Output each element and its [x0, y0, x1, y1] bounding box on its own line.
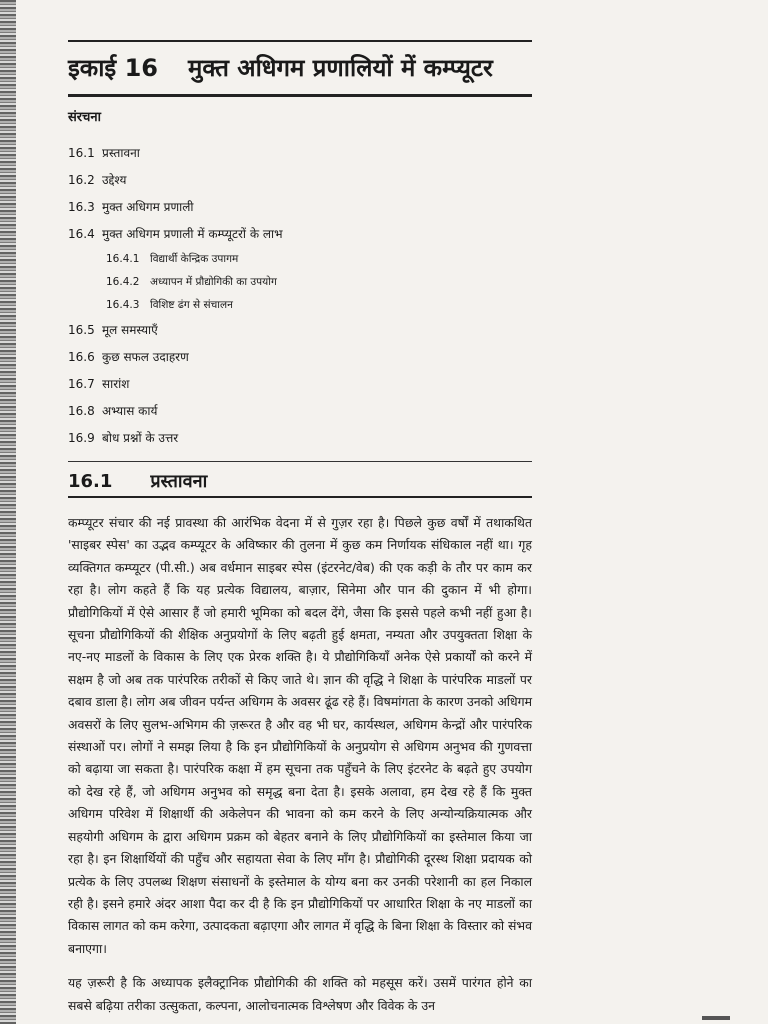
- toc-title: प्रस्तावना: [102, 146, 140, 160]
- toc-number: 16.3: [68, 199, 95, 214]
- toc-title: उद्देश्य: [102, 173, 127, 187]
- toc-item: [68, 424, 532, 451]
- toc-number: 16.7: [68, 376, 95, 391]
- toc-title: विशिष्ट ढंग से संचालन: [150, 298, 233, 311]
- toc-number: 16.4.2: [106, 275, 140, 288]
- unit-header: [68, 42, 532, 97]
- toc-number: 16.9: [68, 430, 95, 445]
- toc-title: विद्यार्थी केन्द्रिक उपागम: [150, 252, 239, 265]
- body-paragraph-1: कम्प्यूटर संचार की नई प्रावस्था की आरंभिक वेदना में से गुज़र रहा है। पिछले कुछ वर्षों में तथाकथित 'साइबर स्पेस' का उद्भव कम्प्यूटर के अविष्कार की तुलना में कुछ कम निर्णायक संधिकाल नहीं था। गृह व्यक्तिगत कम्प्यूटर (पी.सी.) अब वर्धमान साइबर स्पेस (इंटरनेट/वेब) की एक कड़ी के तौर पर काम कर रहा है। लोग कहते हैं कि यह प्रत्येक विद्यालय, बाज़ार, सिनेमा और पान की दुकान में भी होगा। प्रौद्योगिकियों में ऐसे आसार हैं जो हमारी भूमिका को बदल देंगे, जैसा कि इससे पहले कभी नहीं हुआ है। सूचना प्रौद्योगिकियों की शैक्षिक अनुप्रयोगों के लिए बढ़ती हुई क्षमता, नम्यता और उपयुक्तता शिक्षा के नए-नए माडलों के विकास के लिए एक प्रेरक शक्ति है। ये प्रौद्योगिकियाँ अनेक ऐसे प्रकार्यों को करने में सक्षम है जो अब तक पारंपरिक तरीकों से किए जाते थे। ज्ञान की वृद्धि ने शिक्षा के पारंपरिक माडलों पर दबाव डाला है। लोग अब जीवन पर्यन्त अधिगम के अवसर ढूंढ रहे हैं। विषमांगता के कारण उनको अधिगम अवसरों के लिए सुलभ-अभिगम की ज़रूरत है और वह भी घर, कार्यस्थल, अधिगम केन्द्रों और पारंपरिक संस्थाओं पर। लोगों ने समझ लिया है कि इन प्रौद्योगिकियों के अनुप्रयोग से अधिगम अनुभव की गुणवत्ता को बढ़ाया जा सकता है। पारंपरिक कक्षा में हम सूचना तक पहुँचने के लिए इंटरनेट के बढ़ते हुए उपयोग को देख रहे हैं, जो अधिगम अनुभव को समृद्ध बना देता है। इसके अलावा, हम देख रहे हैं कि मुक्त अधिगम परिवेश में शिक्षार्थी की अकेलेपन की भावना को कम करने के लिए अन्योन्यक्रियात्मक और सहयोगी अधिगम के द्वारा अधिगम प्रक्रम को बेहतर बनाने के लिए प्रौद्योगिकियों का इस्तेमाल किया जा रहा है। इन शिक्षार्थियों की पहुँच और सहायता सेवा के लिए माँग है। प्रौद्योगिकी दूरस्थ शिक्षा प्रदायक को प्रत्येक के लिए उपलब्ध शिक्षण संसाधनों के इस्तेमाल के योग्य बना कर उनकी परेशानी का हल निकाल रही है। इसने हमारे अंदर आशा पैदा कर दी है कि इन प्रौद्योगिकियों पर आधारित शिक्षा के नए माडलों का विकास लागत को कम करेगा, उत्पादकता बढ़ाएगा और लागत में वृद्धि के बिना शिक्षा के विस्तार को संभव बनाएगा।: [68, 515, 532, 956]
- toc-title: मुक्त अधिगम प्रणाली में कम्प्यूटरों के लाभ: [102, 227, 283, 241]
- contents-heading: संरचना: [68, 110, 101, 125]
- section-heading: [68, 466, 532, 496]
- toc-number: 16.4.3: [106, 298, 140, 311]
- toc-subitem: [68, 247, 532, 270]
- toc-number: 16.4.1: [106, 252, 140, 265]
- toc-item: [68, 193, 532, 220]
- toc-number: 16.4: [68, 226, 95, 241]
- section-top-rule: [68, 461, 532, 462]
- toc-title: बोध प्रश्नों के उत्तर: [102, 431, 179, 445]
- toc-item: [68, 343, 532, 370]
- toc-item: [68, 397, 532, 424]
- toc-title: अभ्यास कार्य: [102, 404, 158, 418]
- toc-subitem: [68, 293, 532, 316]
- toc-number: 16.1: [68, 145, 95, 160]
- toc-number: 16.5: [68, 322, 95, 337]
- section-title: प्रस्तावना: [150, 471, 208, 492]
- section-bottom-rule: [68, 496, 532, 498]
- toc-title: अध्यापन में प्रौद्योगिकी का उपयोग: [150, 275, 277, 288]
- toc-item: [68, 139, 532, 166]
- toc-number: 16.8: [68, 403, 95, 418]
- section-number: 16.1: [68, 470, 113, 492]
- toc-number: 16.2: [68, 172, 95, 187]
- page-corner-mark: [702, 1016, 730, 1020]
- toc-subitem: [68, 270, 532, 293]
- document-page: [68, 40, 532, 1017]
- unit-title: मुक्त अधिगम प्रणालियों में कम्प्यूटर: [187, 54, 493, 82]
- toc-item: [68, 370, 532, 397]
- toc-title: मुक्त अधिगम प्रणाली: [102, 200, 194, 214]
- toc-title: सारांश: [102, 377, 130, 391]
- toc-item: [68, 316, 532, 343]
- toc-item: [68, 166, 532, 193]
- scanned-binding-edge: [0, 0, 16, 1024]
- body-paragraph-2: यह ज़रूरी है कि अध्यापक इलैक्ट्रानिक प्रौद्योगिकी की शक्ति को महसूस करें। उसमें पारंगत होने का सबसे बढ़िया तरीका उत्सुकता, कल्पना, आलोचनात्मक विश्लेषण और विवेक के उन: [68, 975, 532, 1013]
- table-of-contents: [68, 139, 532, 451]
- toc-number: 16.6: [68, 349, 95, 364]
- toc-title: मूल समस्याएँ: [102, 323, 158, 337]
- unit-label: इकाई 16: [68, 54, 158, 82]
- toc-item: [68, 220, 532, 247]
- toc-title: कुछ सफल उदाहरण: [102, 350, 189, 364]
